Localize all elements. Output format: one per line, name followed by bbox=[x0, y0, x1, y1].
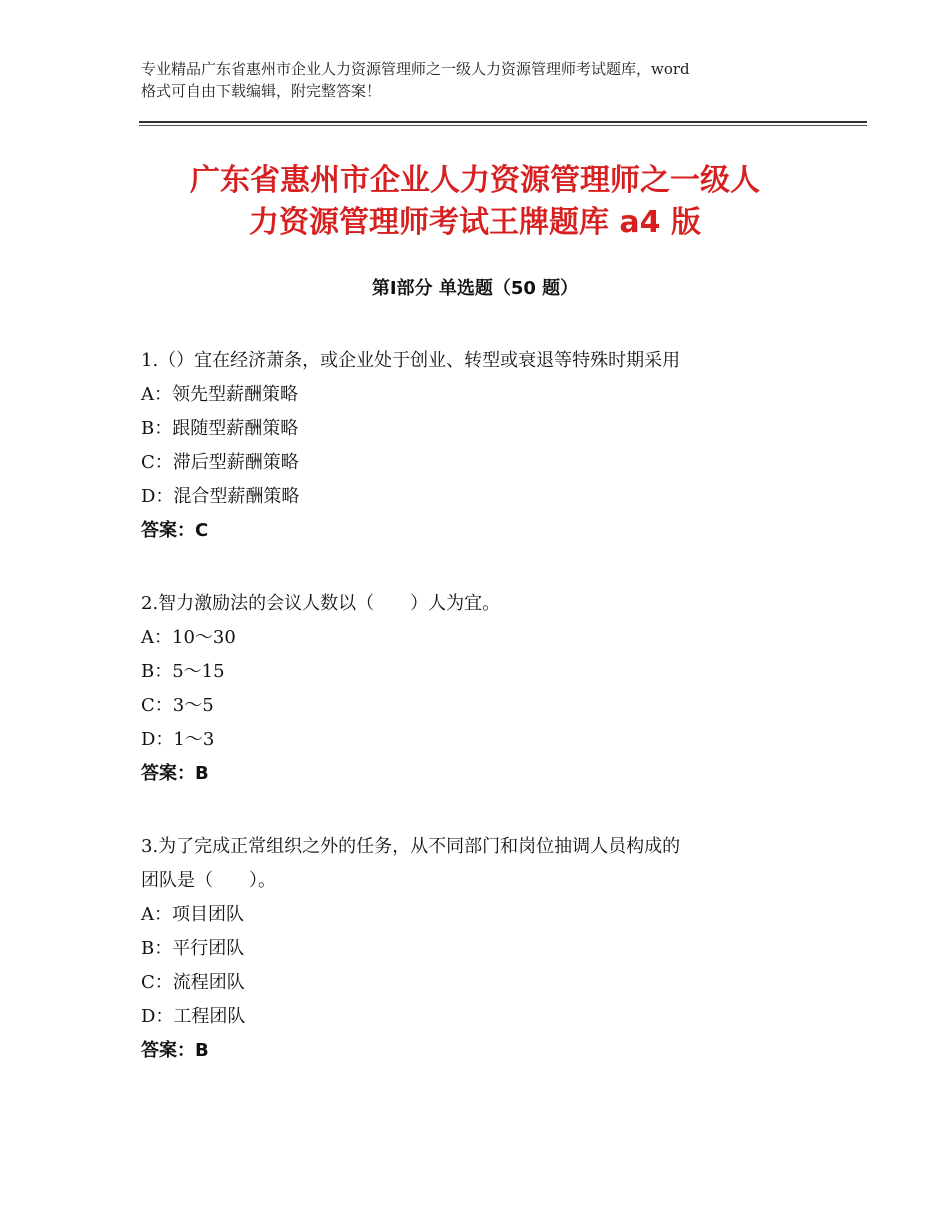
option-b: B：平行团队 bbox=[141, 938, 245, 959]
question-stem: 2.智力激励法的会议人数以（ ）人为宜。 bbox=[141, 593, 501, 614]
option-b: B：5～15 bbox=[141, 661, 225, 682]
question-stem-line-1: 3.为了完成正常组织之外的任务，从不同部门和岗位抽调人员构成的 bbox=[141, 836, 681, 857]
header-divider-thick bbox=[139, 121, 867, 123]
header-divider-thin bbox=[139, 125, 867, 126]
document-title bbox=[120, 160, 830, 244]
answer-line: 答案：C bbox=[141, 520, 209, 541]
document-title-line-2: 力资源管理师考试王牌题库 a4 版 bbox=[248, 205, 701, 240]
header-note-line-2: 格式可自由下载编辑，附完整答案！ bbox=[141, 82, 382, 100]
document-title-line-1: 广东省惠州市企业人力资源管理师之一级人 bbox=[190, 163, 760, 198]
question-stem: 1.（）宜在经济萧条，或企业处于创业、转型或衰退等特殊时期采用 bbox=[141, 350, 681, 371]
option-d: D：1～3 bbox=[141, 729, 215, 750]
question-item bbox=[141, 830, 821, 1068]
question-stem-line-2: 团队是（ ）。 bbox=[141, 870, 276, 891]
header-note-line-1: 专业精品广东省惠州市企业人力资源管理师之一级人力资源管理师考试题库，word bbox=[141, 60, 690, 78]
option-c: C：3～5 bbox=[141, 695, 214, 716]
header-note bbox=[141, 58, 841, 102]
answer-line: 答案：B bbox=[141, 763, 209, 784]
option-d: D：工程团队 bbox=[141, 1006, 246, 1027]
option-d: D：混合型薪酬策略 bbox=[141, 486, 300, 507]
answer-line: 答案：B bbox=[141, 1040, 209, 1061]
question-item bbox=[141, 587, 821, 791]
option-b: B：跟随型薪酬策略 bbox=[141, 418, 299, 439]
option-c: C：流程团队 bbox=[141, 972, 245, 993]
option-a: A：项目团队 bbox=[141, 904, 244, 925]
question-list bbox=[141, 344, 821, 1107]
question-item bbox=[141, 344, 821, 548]
option-a: A：10～30 bbox=[141, 627, 236, 648]
option-c: C：滞后型薪酬策略 bbox=[141, 452, 299, 473]
option-a: A：领先型薪酬策略 bbox=[141, 384, 298, 405]
section-title: 第Ⅰ部分 单选题（50 题） bbox=[371, 278, 579, 299]
